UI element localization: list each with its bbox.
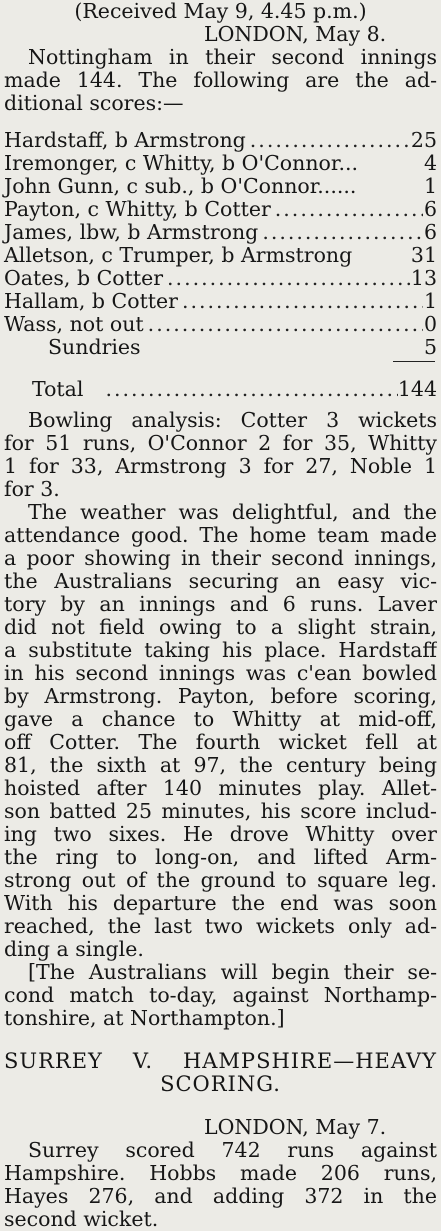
runs: 0 [423,312,437,336]
article-headline [4,1050,437,1096]
text-line: Hayes 276, and adding 372 in the [4,1185,437,1208]
score-row [4,290,437,313]
received-note: (Received May 9, 4.45 p.m.) [74,0,367,23]
batsman: Wass, not out [4,312,144,336]
sundries-label: Sundries [48,335,141,359]
text-line: 1 for 33, Armstrong 3 for 27, Noble 1 [4,455,437,478]
scores-list [4,129,437,401]
sundries-row [4,336,437,359]
text-line: tonshire, at Northampton.] [4,1007,285,1030]
total-runs: 144 [397,377,437,401]
text-line: ding a single. [4,938,144,961]
runs: 4 [423,151,437,175]
batsman: Oates, b Cotter [4,266,164,290]
text-line: With his departure the end was soon [4,892,437,915]
bowling-paragraph [4,409,437,501]
text-line: strong out of the ground to square leg. [4,869,437,892]
text-line: for 3. [4,478,60,501]
text-line: 81, the sixth at 97, the century being [4,754,437,777]
text-line: second wicket. [4,1208,159,1231]
score-row [4,313,437,336]
text-line: ing two sixes. He drove Whitty over [4,823,437,846]
batsman: Payton, c Whitty, b Cotter [4,197,271,221]
text-line: hoisted after 140 minutes play. Allet- [4,777,437,800]
text-line: The weather was delightful, and the [28,501,437,524]
text-line: attendance good. The home team made [4,524,437,547]
leader-dots [163,267,411,290]
leader-dots [246,129,411,152]
runs: 1 [423,174,437,198]
intro-paragraph [4,46,437,115]
text-line: tory by an innings and 6 runs. Laver [4,593,437,616]
runs: 25 [410,128,437,152]
score-row [4,221,437,244]
sundries-runs: 5 [423,335,437,359]
leader-dots [178,290,423,313]
score-row [4,152,437,175]
text-line: a poor showing in their second innings, [4,547,437,570]
text-line: off Cotter. The fourth wicket fell at [4,731,437,754]
runs: 6 [423,197,437,221]
text-line: in his second innings was c'ean bowled [4,662,437,685]
batsman: Alletson, c Trumper, b Armstrong [4,243,353,267]
text-line: [The Australians will begin their se- [28,961,437,984]
text-line: the ring to long-on, and lifted Arm- [4,846,437,869]
batsman: Iremonger, c Whitty, b O'Connor... [4,151,358,175]
report-paragraph [4,501,437,961]
text-line: Surrey scored 742 runs against [28,1139,437,1162]
text-line: made 144. The following are the ad- [4,69,437,92]
batsman: Hardstaff, b Armstrong [4,128,246,152]
text-line: ditional scores:— [4,92,184,115]
text-line: did not field owing to a slight strain, [4,616,437,639]
leader-dots [144,313,423,336]
text-line: Nottingham in their second innings [28,46,437,69]
text-line: gave a chance to Whitty at mid-off, [4,708,437,731]
text-line: Hampshire. Hobbs made 206 runs, [4,1162,437,1185]
batsman: John Gunn, c sub., b O'Connor...... [4,174,357,198]
score-row [4,267,437,290]
dateline: LONDON, May 8. [204,23,387,46]
total-row [4,378,437,401]
surrey-paragraph [4,1139,437,1231]
text-line: by Armstrong. Payton, before scoring, [4,685,437,708]
score-row [4,244,437,267]
total-rule [393,361,435,362]
text-line: cond match to-day, against Northamp- [4,984,437,1007]
score-row [4,129,437,152]
leader-dots [258,221,423,244]
note-paragraph [4,961,437,1030]
leader-dots [83,378,397,401]
headline-line: SURREY V. HAMPSHIRE—HEAVY [4,1050,437,1073]
batsman: James, lbw, b Armstrong [4,220,259,244]
score-row [4,198,437,221]
text-line: for 51 runs, O'Connor 2 for 35, Whitty [4,432,437,455]
text-line: a substitute taking his place. Hardstaff [4,639,437,662]
runs: 1 [423,289,437,313]
leader-dots [271,198,423,221]
text-line: son batted 25 minutes, his score includ- [4,800,437,823]
text-line: Bowling analysis: Cotter 3 wickets [28,409,437,432]
runs: 6 [423,220,437,244]
total-label: Total [32,377,84,401]
text-line: reached, the last two wickets only ad- [4,915,437,938]
runs: 31 [410,243,437,267]
batsman: Hallam, b Cotter [4,289,178,313]
dateline: LONDON, May 7. [204,1116,387,1139]
text-line: the Australians securing an easy vic- [4,570,437,593]
runs: 13 [410,266,437,290]
score-row [4,175,437,198]
headline-line: SCORING. [160,1073,281,1096]
